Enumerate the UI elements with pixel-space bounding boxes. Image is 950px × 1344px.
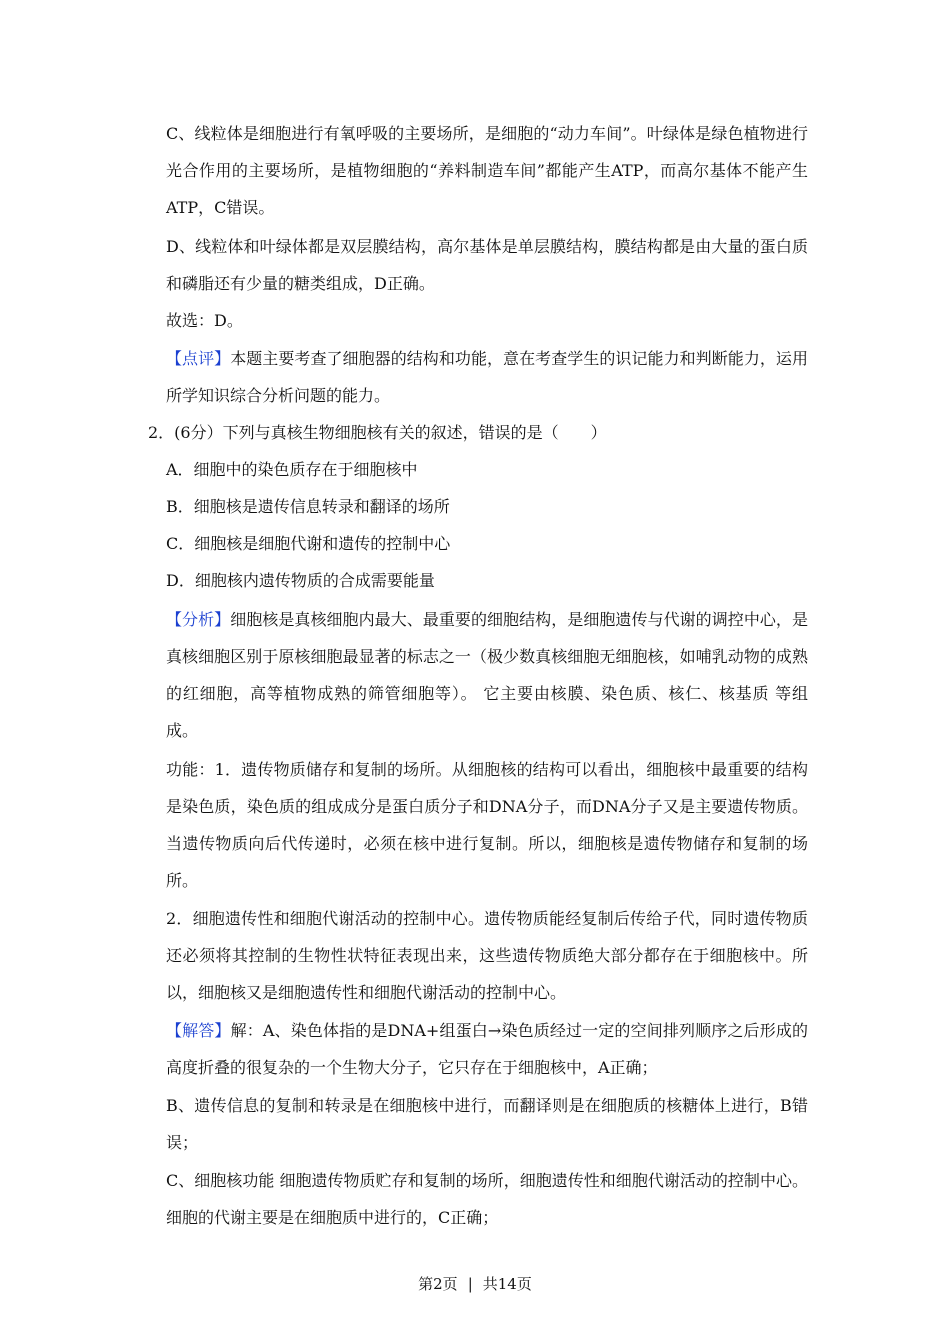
answer-tag: 【解答】 bbox=[166, 1021, 231, 1040]
answer-paragraph-b: B、遗传信息的复制和转录是在细胞核中进行，而翻译则是在细胞质的核糖体上进行，B错误； bbox=[166, 1096, 808, 1152]
analysis-text: 细胞核是真核细胞内最大、最重要的细胞结构，是细胞遗传与代谢的调控中心，是真核细胞区别于原核细胞最显著的标志之一（极少数真核细胞无细胞核，如哺乳动物的成熟的红细胞，高等植物成熟的筛管细胞等）。 它主要由核膜、染色质、核仁、核基质 等组成。 bbox=[166, 610, 808, 740]
paragraph-choice: 故选：D。 bbox=[166, 311, 243, 330]
page-number: 第2页 bbox=[418, 1275, 458, 1293]
option-a: A．细胞中的染色质存在于细胞核中 bbox=[166, 460, 418, 479]
option-d: D．细胞核内遗传物质的合成需要能量 bbox=[166, 571, 435, 590]
option-b: B．细胞核是遗传信息转录和翻译的场所 bbox=[166, 497, 450, 516]
answer-paragraph-c: C、细胞核功能 细胞遗传物质贮存和复制的场所，细胞遗传性和细胞代谢活动的控制中心。细胞的代谢主要是在细胞质中进行的，C正确； bbox=[166, 1171, 808, 1227]
comment-tag: 【点评】 bbox=[166, 349, 231, 368]
comment-text: 本题主要考查了细胞器的结构和功能，意在考查学生的识记能力和判断能力，运用所学知识综合分析问题的能力。 bbox=[166, 349, 808, 405]
function-paragraph-1: 功能：1．遗传物质储存和复制的场所。从细胞核的结构可以看出，细胞核中最重要的结构是染色质，染色质的组成成分是蛋白质分子和DNA分子，而DNA分子又是主要遗传物质。当遗传物质向后代传递时，必须在核中进行复制。所以，细胞核是遗传物储存和复制的场所。 bbox=[166, 760, 808, 890]
page-footer bbox=[0, 1274, 950, 1294]
analysis-tag: 【分析】 bbox=[166, 610, 231, 629]
footer-separator: | bbox=[467, 1275, 473, 1293]
function-paragraph-2: 2．细胞遗传性和细胞代谢活动的控制中心。遗传物质能经复制后传给子代，同时遗传物质还必须将其控制的生物性状特征表现出来，这些遗传物质绝大部分都存在于细胞核中。所以，细胞核又是细胞遗传性和细胞代谢活动的控制中心。 bbox=[166, 909, 808, 1002]
paragraph-option-c-explanation: C、线粒体是细胞进行有氧呼吸的主要场所，是细胞的“动力车间”。叶绿体是绿色植物进行光合作用的主要场所，是植物细胞的“养料制造车间”都能产生ATP，而高尔基体不能产生ATP，C错误。 bbox=[166, 124, 808, 217]
answer-text-a: 解：A、染色体指的是DNA+组蛋白→染色质经过一定的空间排列顺序之后形成的高度折叠的很复杂的一个生物大分子，它只存在于细胞核中，A正确； bbox=[166, 1021, 808, 1077]
option-c: C．细胞核是细胞代谢和遗传的控制中心 bbox=[166, 534, 451, 553]
question-stem: 2．(6分）下列与真核生物细胞核有关的叙述，错误的是（ ） bbox=[148, 423, 607, 442]
paragraph-comment bbox=[166, 340, 808, 414]
total-pages: 共14页 bbox=[482, 1275, 532, 1293]
answer-paragraph-a bbox=[166, 1012, 808, 1086]
analysis-paragraph bbox=[166, 601, 808, 749]
paragraph-option-d-explanation: D、线粒体和叶绿体都是双层膜结构，高尔基体是单层膜结构，膜结构都是由大量的蛋白质和磷脂还有少量的糖类组成，D正确。 bbox=[166, 237, 808, 293]
